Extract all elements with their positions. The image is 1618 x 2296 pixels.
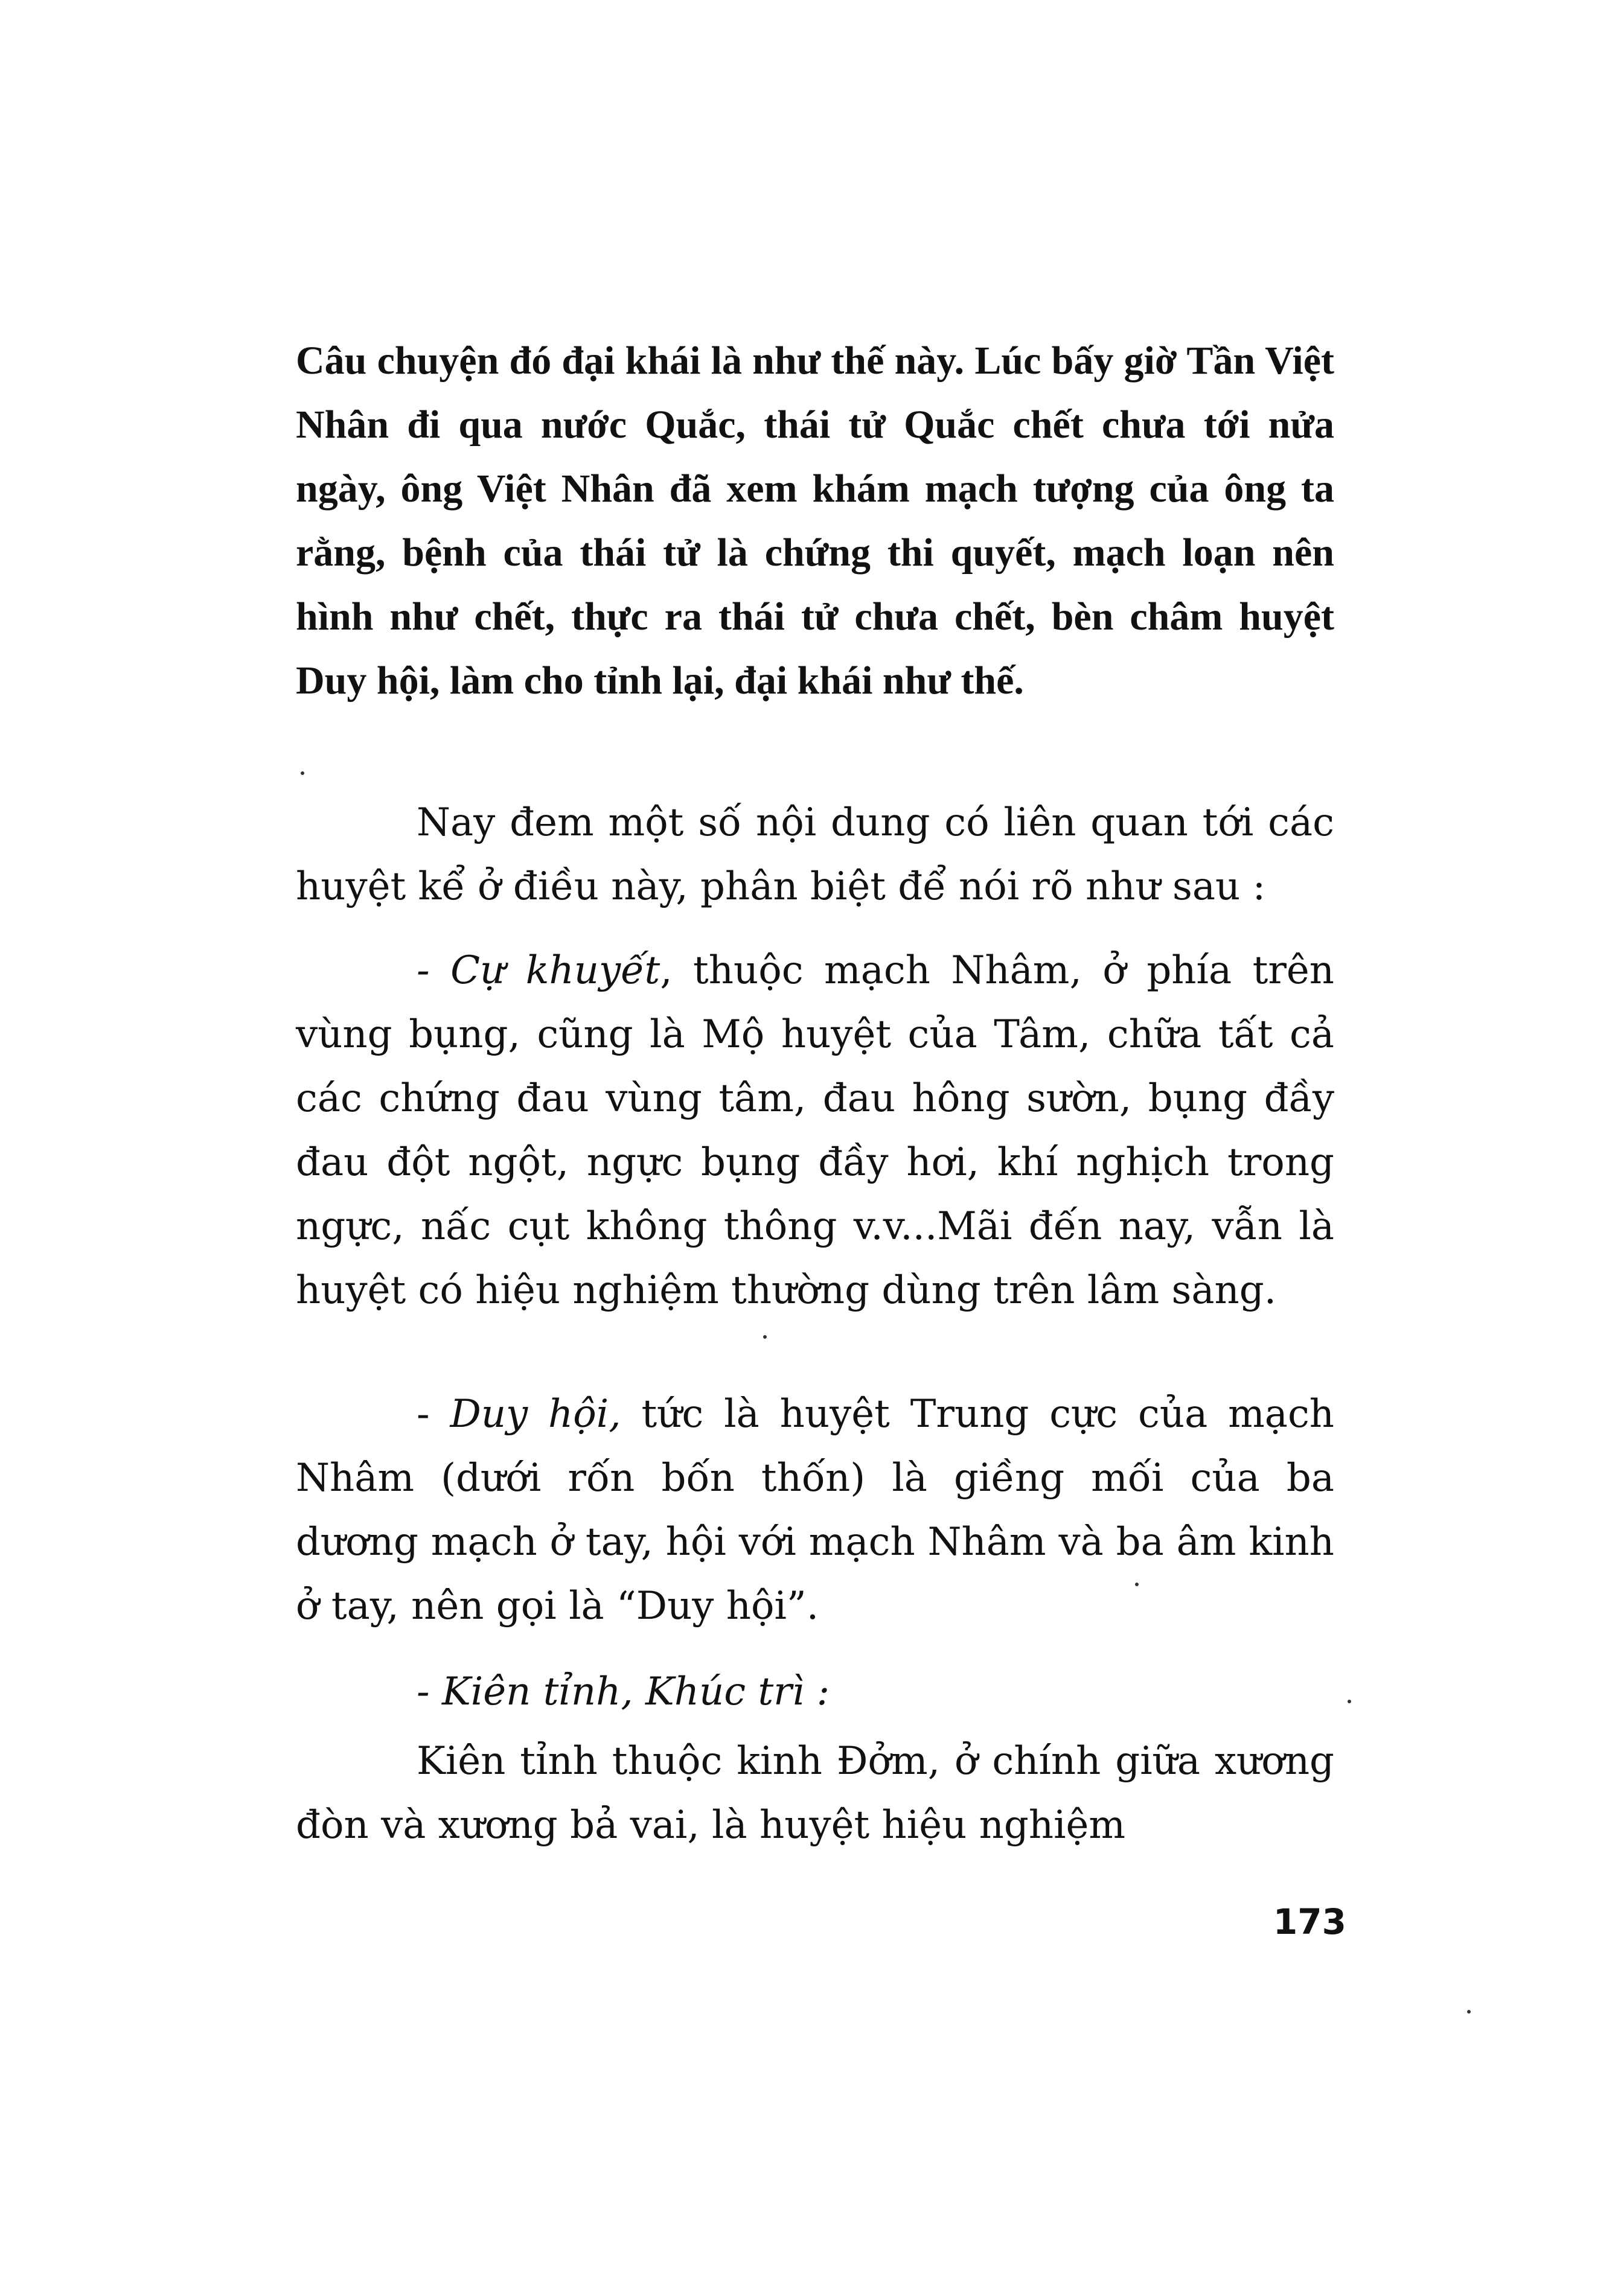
page-number: 173 [1273, 1901, 1346, 1942]
scan-speck [763, 1335, 767, 1339]
paragraph-intro: Nay đem một số nội dung có liên quan tới các huyệt kể ở điều này, phân biệt để nói rõ như sau : [296, 800, 1334, 909]
scan-speck [1467, 2010, 1471, 2014]
paragraph-duy-hoi-body: tức là huyệt Trung cực của mạch Nhâm (dưới rốn bốn thốn) là giềng mối của ba dương mạch ở tay, hội với mạch Nhâm và ba âm kinh ở tay, nên gọi là “Duy hội”. [296, 1392, 1335, 1628]
scan-speck [301, 771, 304, 775]
dash: - [417, 1392, 450, 1437]
scan-speck [1135, 1583, 1139, 1586]
paragraph-kien-tinh: Kiên tỉnh thuộc kinh Đởm, ở chính giữa xương đòn và xương bả vai, là huyệt hiệu nghiệm [296, 1739, 1334, 1848]
paragraph-cu-khuyet [296, 939, 1334, 1322]
term-cu-khuyet: - Cự khuyết [417, 948, 660, 993]
term-duy-hoi: Duy hội, [450, 1392, 621, 1437]
scan-speck [1348, 1700, 1351, 1703]
paragraph-story-summary: Câu chuyện đó đại khái là như thế này. Lúc bấy giờ Tần Việt Nhân đi qua nước Quắc, thái tử Quắc chết chưa tới nửa ngày, ông Việt Nhân đã xem khám mạch tượng của ông ta rằng, bệnh của thái tử là chứng thi quyết, mạch loạn nên hình như chết, thực ra thái tử chưa chết, bèn châm huyệt Duy hội, làm cho tỉnh lại, đại khái như thế. [296, 339, 1334, 703]
paragraph-cu-khuyet-body: , thuộc mạch Nhâm, ở phía trên vùng bụng, cũng là Mộ huyệt của Tâm, chữa tất cả các chứng đau vùng tâm, đau hông sườn, bụng đầy đau đột ngột, ngực bụng đầy hơi, khí nghịch trong ngực, nấc cụt không thông v.v...Mãi đến nay, vẫn là huyệt có hiệu nghiệm thường dùng trên lâm sàng. [296, 948, 1335, 1313]
paragraph-duy-hoi [296, 1382, 1334, 1638]
heading-kien-tinh-khuc-tri: - Kiên tỉnh, Khúc trì : [417, 1669, 830, 1714]
